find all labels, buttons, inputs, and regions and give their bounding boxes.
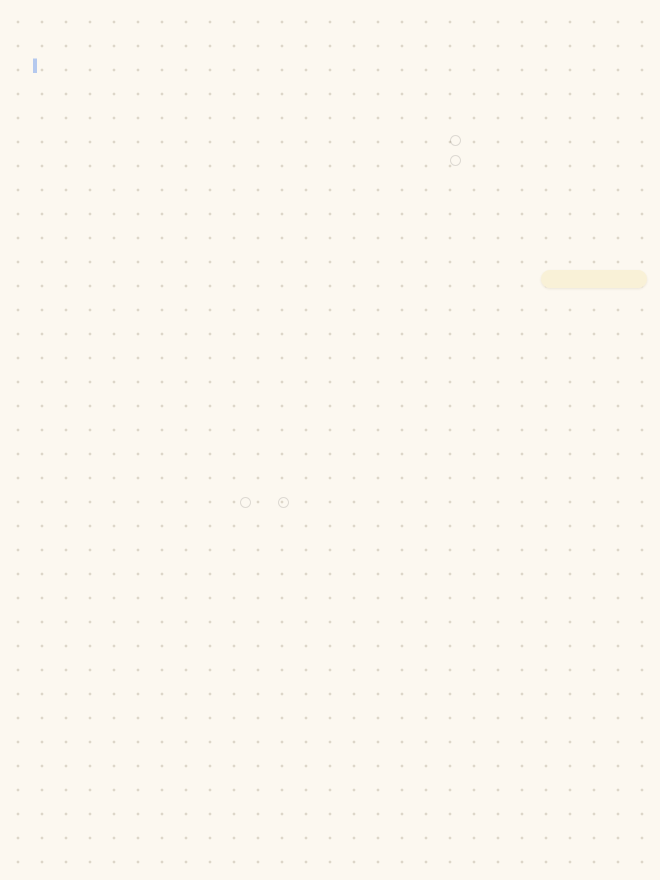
legend-item-2024 [240,497,258,508]
ev-legend-dot-icon [450,135,461,146]
legend-item-ev [450,135,468,146]
2025-legend-dot-icon [278,497,289,508]
page-title-text [33,42,37,73]
page-title [33,38,645,79]
ratio-callout-card [541,270,647,288]
36kr-logo [0,826,660,857]
legend-item-fuel [450,155,468,166]
vehicle-legend [450,135,468,166]
monthly-chart-legend [240,497,296,508]
fuel-legend-dot-icon [450,155,461,166]
2024-legend-dot-icon [240,497,251,508]
legend-item-2025 [278,497,296,508]
